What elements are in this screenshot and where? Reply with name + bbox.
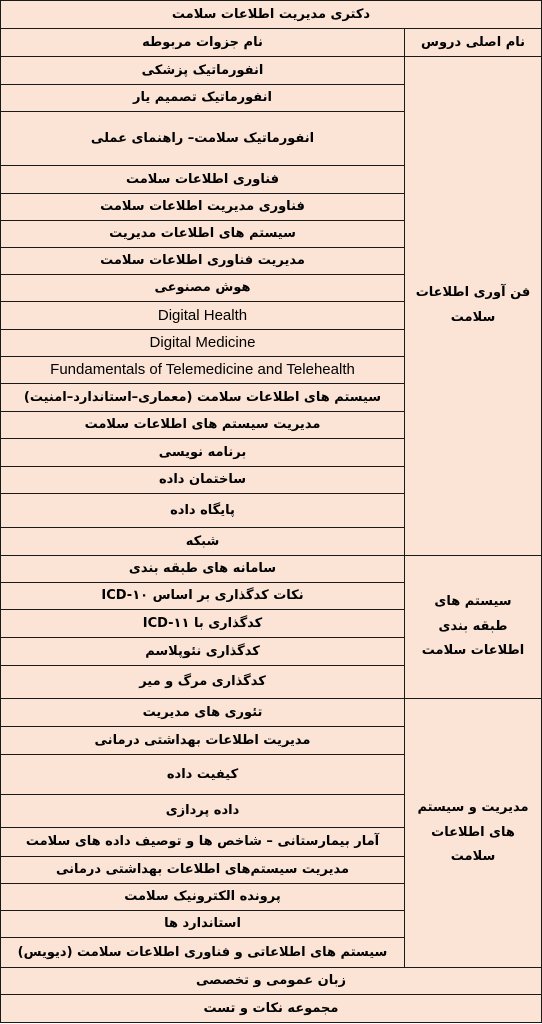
list-item: کیفیت داده — [1, 755, 405, 795]
list-item: فناوری اطلاعات سلامت — [1, 166, 405, 194]
table-title: دکتری مدیریت اطلاعات سلامت — [1, 1, 542, 29]
list-item: سیستم های اطلاعات مدیریت — [1, 221, 405, 248]
list-item: داده پردازی — [1, 795, 405, 828]
list-item: هوش مصنوعی — [1, 275, 405, 302]
list-item: مدیریت فناوری اطلاعات سلامت — [1, 248, 405, 275]
list-item: پرونده الکترونیک سلامت — [1, 884, 405, 911]
list-item: سیستم های اطلاعاتی و فناوری اطلاعات سلامت (دیویس) — [1, 938, 405, 968]
list-item: Fundamentals of Telemedicine and Telehealth — [1, 357, 405, 384]
header-related-booklets: نام جزوات مربوطه — [1, 29, 405, 57]
footer-row: مجموعه نکات و تست — [1, 995, 542, 1023]
list-item: انفورماتیک سلامت– راهنمای عملی — [1, 112, 405, 166]
group-name: سیستم های طبقه بندی اطلاعات سلامت — [405, 556, 542, 699]
list-item: Digital Medicine — [1, 330, 405, 357]
list-item: نکات کدگذاری بر اساس ICD-۱۰ — [1, 583, 405, 610]
group-name: مدیریت و سیستم های اطلاعات سلامت — [405, 699, 542, 968]
list-item: آمار بیمارستانی – شاخص ها و توصیف داده های سلامت — [1, 828, 405, 857]
list-item: کدگذاری با ICD-۱۱ — [1, 610, 405, 638]
list-item: تئوری های مدیریت — [1, 699, 405, 727]
list-item: برنامه نویسی — [1, 439, 405, 467]
group-name: فن آوری اطلاعات سلامت — [405, 57, 542, 556]
list-item: ساختمان داده — [1, 467, 405, 494]
list-item: پایگاه داده — [1, 494, 405, 528]
list-item: مدیریت سیستم‌های اطلاعات بهداشتی درمانی — [1, 857, 405, 884]
list-item: مدیریت اطلاعات بهداشتی درمانی — [1, 727, 405, 755]
header-main-course: نام اصلی دروس — [405, 29, 542, 57]
list-item: استاندارد ها — [1, 911, 405, 938]
list-item: فناوری مدیریت اطلاعات سلامت — [1, 194, 405, 221]
list-item: Digital Health — [1, 302, 405, 330]
list-item: شبکه — [1, 528, 405, 556]
footer-row: زبان عمومی و تخصصی — [1, 968, 542, 995]
list-item: سامانه های طبقه بندی — [1, 556, 405, 583]
list-item: انفورماتیک پزشکی — [1, 57, 405, 85]
list-item: مدیریت سیستم های اطلاعات سلامت — [1, 412, 405, 439]
list-item: انفورماتیک تصمیم یار — [1, 85, 405, 112]
list-item: سیستم های اطلاعات سلامت (معماری–استاندارد–امنیت) — [1, 384, 405, 412]
list-item: کدگذاری نئوپلاسم — [1, 638, 405, 666]
list-item: کدگذاری مرگ و میر — [1, 666, 405, 699]
